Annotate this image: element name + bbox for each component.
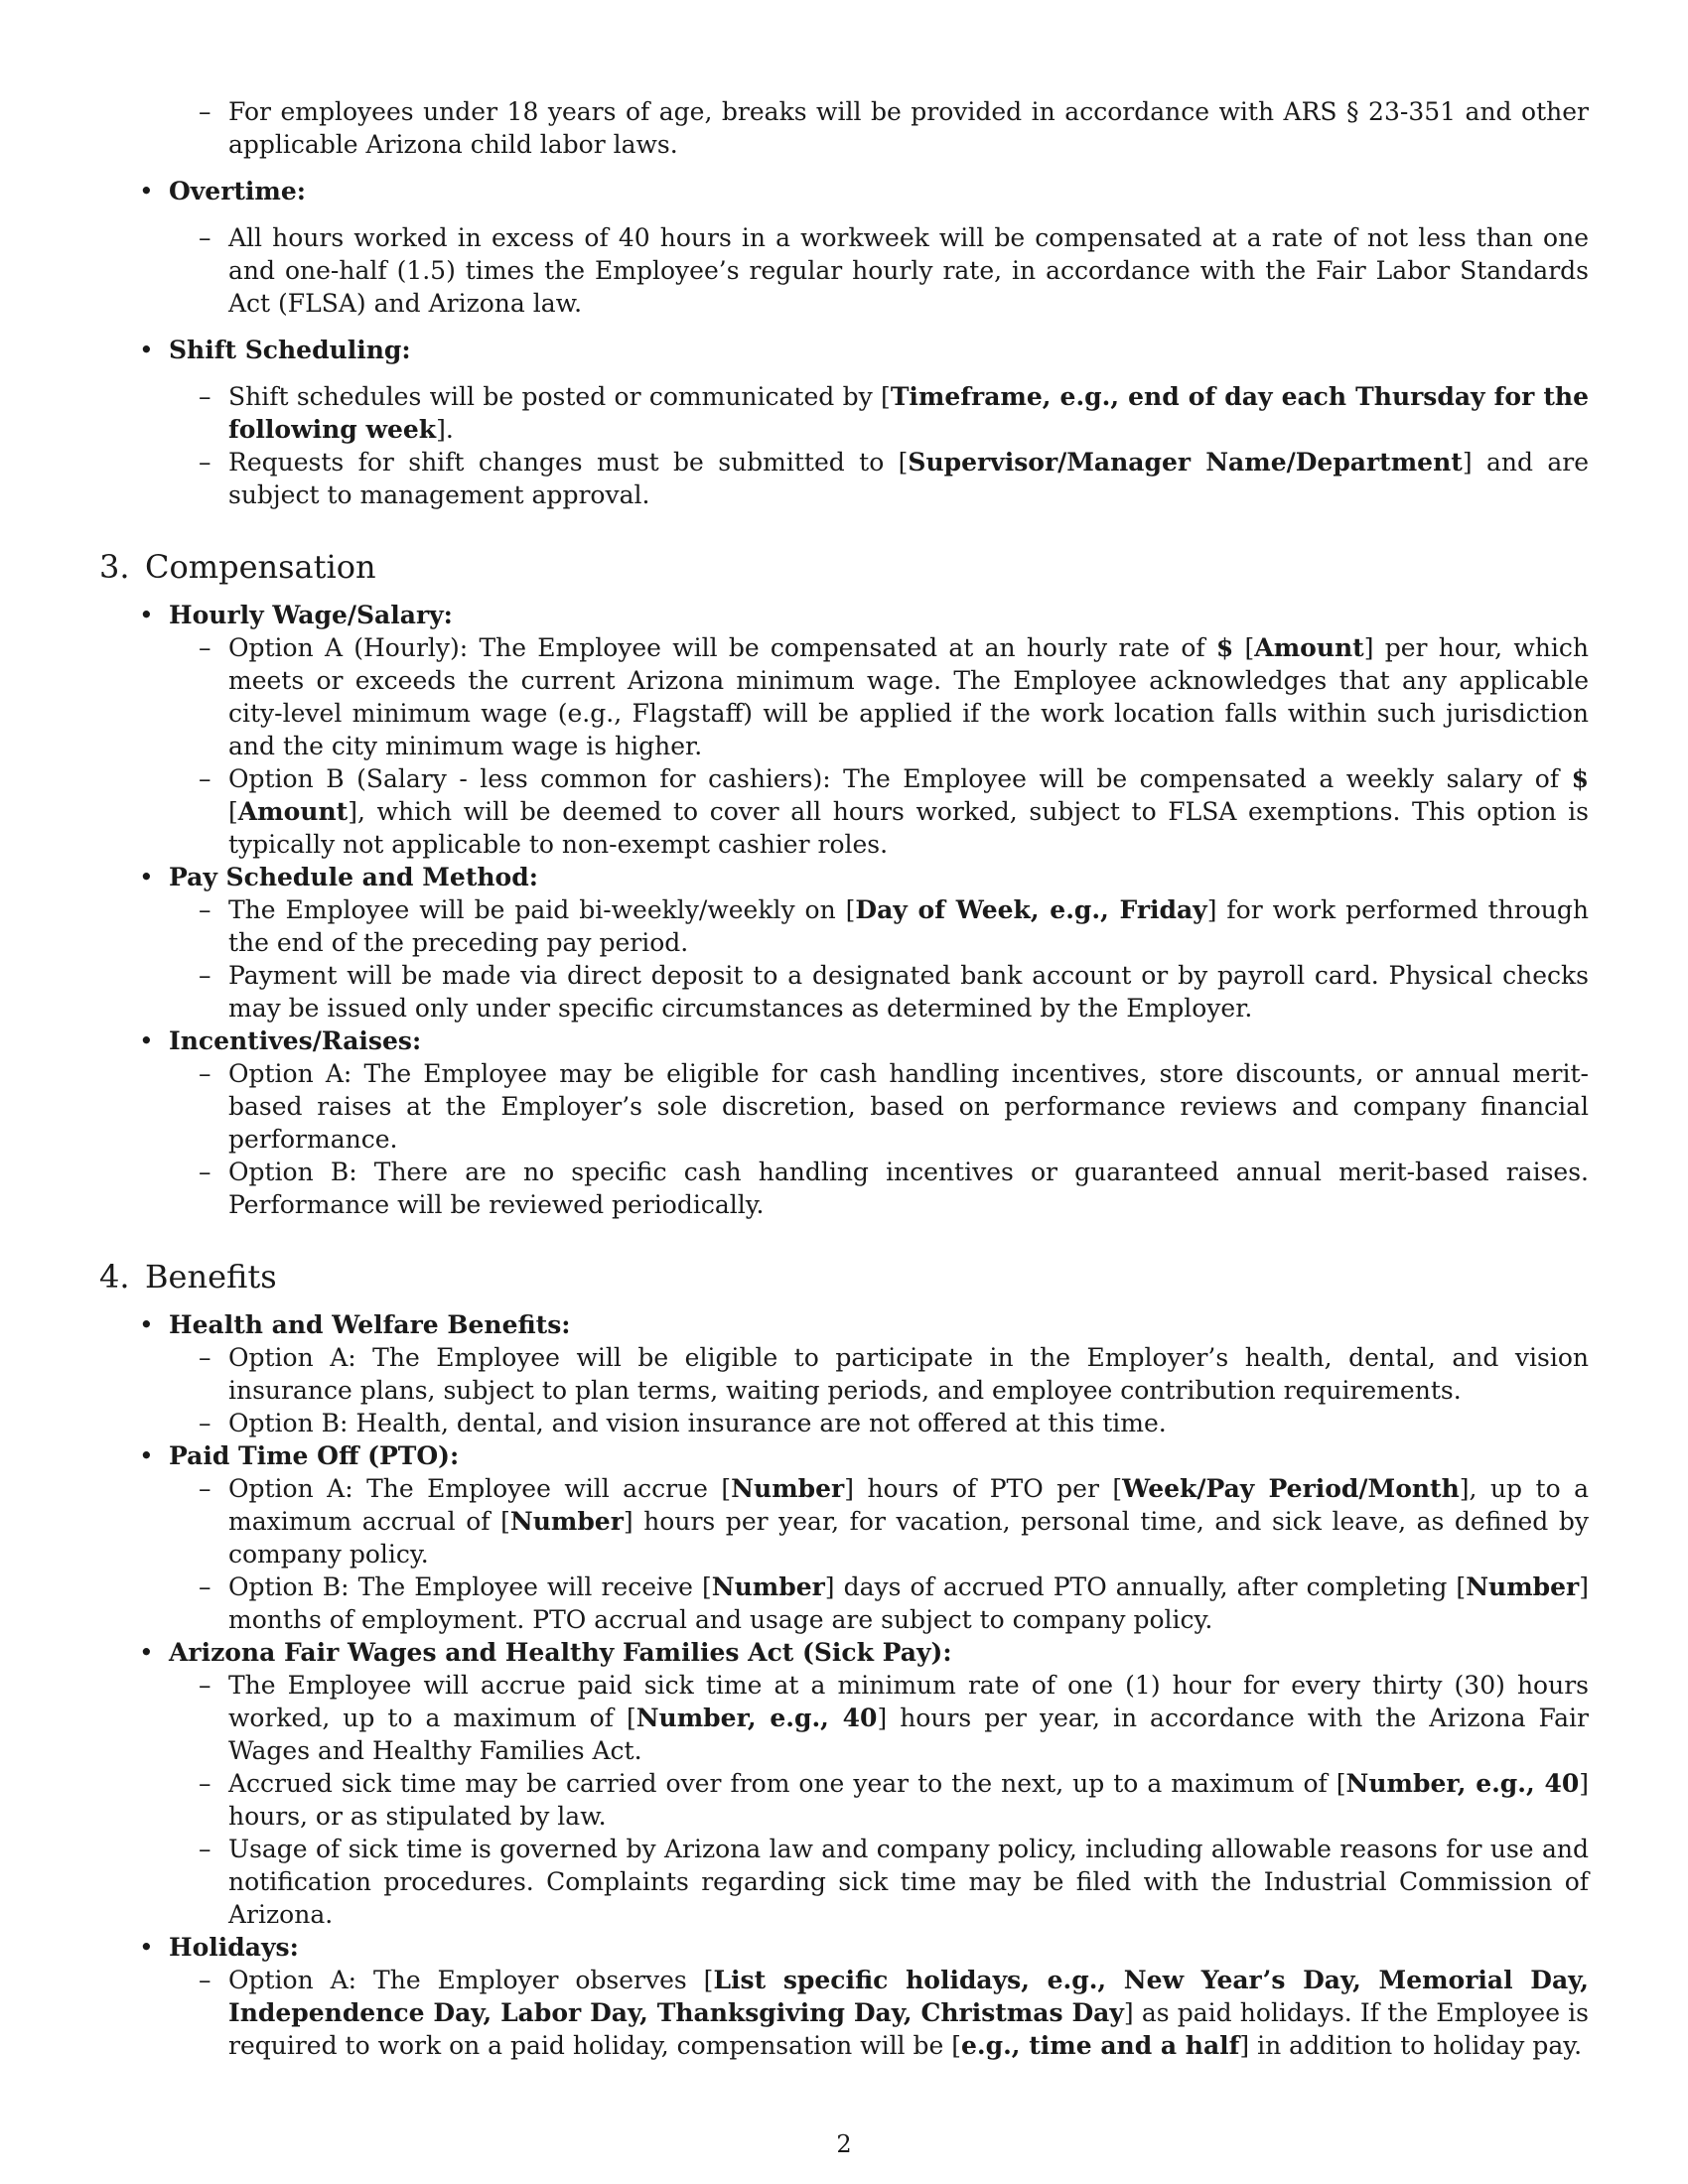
list-item xyxy=(99,762,1589,861)
pto-a-text-2: ] hours of PTO per [ xyxy=(844,1474,1123,1503)
shift-item-1-text: Shift schedules will be posted or communicated by [ xyxy=(228,382,891,411)
list-item xyxy=(99,1156,1589,1221)
incentives-a-text: Option A: The Employee may be eligible for cash handling incentives, store discounts, or annual merit-based raises at the Employer’s sole discretion, based on performance reviews and company financial performance. xyxy=(228,1059,1589,1154)
sick-pay-label: Arizona Fair Wages and Healthy Families Act (Sick Pay): xyxy=(169,1638,952,1667)
list-item xyxy=(99,1964,1589,2062)
list-item xyxy=(99,959,1589,1024)
bullet-marker: • xyxy=(139,863,154,891)
minors-breaks-text: For employees under 18 years of age, breaks will be provided in accordance with ARS § 23-351 and other applicable Arizona child labor laws. xyxy=(228,97,1589,159)
pto-b-placeholder-2: Number xyxy=(1466,1572,1580,1601)
list-item-pay-schedule xyxy=(99,861,1589,893)
dash-marker: – xyxy=(199,97,211,126)
holidays-a-text-3: ] in addition to holiday pay. xyxy=(1239,2031,1583,2060)
pto-a-placeholder-1: Number xyxy=(731,1474,845,1503)
pay-schedule-label: Pay Schedule and Method: xyxy=(169,863,538,891)
wage-a-text: Option A (Hourly): The Employee will be compensated at an hourly rate of xyxy=(228,633,1216,662)
wage-b-placeholder: Amount xyxy=(237,797,349,826)
bullet-marker: • xyxy=(139,177,154,205)
wage-b-dollar: $ xyxy=(1571,764,1589,793)
wage-a-text-end: ] per hour, which meets or exceeds the current Arizona minimum wage. The Employee acknowledges that any applicable city-level minimum wage (e.g., Flagstaff) will be applied if the work location falls within such jurisdiction and the city minimum wage is higher. xyxy=(228,633,1589,760)
dash-marker: – xyxy=(199,633,211,662)
dash-marker: – xyxy=(199,895,211,924)
pto-a-text: Option A: The Employee will accrue [ xyxy=(228,1474,732,1503)
page-number: 2 xyxy=(836,2130,852,2158)
dash-marker: – xyxy=(199,1474,211,1503)
list-item-pto xyxy=(99,1439,1589,1472)
sick-1-placeholder: Number, e.g., 40 xyxy=(635,1704,878,1732)
wage-b-text-end: ], which will be deemed to cover all hours worked, subject to FLSA exemptions. This option is typically not applicable to non-exempt cashier roles. xyxy=(228,797,1589,859)
section-heading-benefits xyxy=(99,1257,1589,1297)
list-item xyxy=(99,1669,1589,1767)
dash-marker: – xyxy=(199,223,211,252)
pto-a-text-4: ] hours per year, for vacation, personal time, and sick leave, as defined by company policy. xyxy=(228,1507,1589,1569)
wage-b-text: Option B (Salary - less common for cashiers): The Employee will be compensated a weekly salary of xyxy=(228,764,1572,793)
list-item-shift-scheduling xyxy=(99,334,1589,366)
bullet-marker: • xyxy=(139,336,154,364)
pto-b-text: Option B: The Employee will receive [ xyxy=(228,1572,712,1601)
shift-item-1-text-end: ]. xyxy=(436,415,454,444)
list-item-hourly-wage xyxy=(99,599,1589,631)
list-item xyxy=(99,893,1589,959)
pay-2-text: Payment will be made via direct deposit to a designated bank account or by payroll card. Physical checks may be issued only under specific circumstances as determined by the Employer. xyxy=(228,961,1589,1023)
sick-3-text: Usage of sick time is governed by Arizona law and company policy, including allowable reasons for use and notification procedures. Complaints regarding sick time may be filed with the Industrial Commission of Arizona. xyxy=(228,1835,1589,1929)
list-item-incentives xyxy=(99,1024,1589,1057)
dash-marker: – xyxy=(199,382,211,411)
dash-marker: – xyxy=(199,1343,211,1372)
list-item xyxy=(99,631,1589,762)
list-item-overtime xyxy=(99,175,1589,207)
list-item xyxy=(99,1341,1589,1407)
list-item xyxy=(99,221,1589,320)
list-item-sick-pay xyxy=(99,1636,1589,1669)
dash-marker: – xyxy=(199,1769,211,1798)
shift-item-2-text: Requests for shift changes must be submitted to [ xyxy=(228,448,909,477)
shift-item-2-text-end: ] and are subject to management approval. xyxy=(228,448,1589,509)
list-item xyxy=(99,1407,1589,1439)
pto-a-placeholder-3: Number xyxy=(509,1507,624,1536)
list-item xyxy=(99,1472,1589,1570)
bullet-marker: • xyxy=(139,1310,154,1339)
incentives-label: Incentives/Raises: xyxy=(169,1026,422,1055)
holidays-label: Holidays: xyxy=(169,1933,299,1962)
health-a-text: Option A: The Employee will be eligible to participate in the Employer’s health, dental, and vision insurance plans, subject to plan terms, waiting periods, and employee contribution requirements. xyxy=(228,1343,1589,1405)
dash-marker: – xyxy=(199,1572,211,1601)
dash-marker: – xyxy=(199,764,211,793)
list-item xyxy=(99,1833,1589,1931)
pto-b-placeholder-1: Number xyxy=(711,1572,825,1601)
pto-b-text-2: ] days of accrued PTO annually, after completing [ xyxy=(824,1572,1467,1601)
dash-marker: – xyxy=(199,961,211,990)
pay-1-text-end: ] for work performed through the end of the preceding pay period. xyxy=(228,895,1589,957)
list-item xyxy=(99,380,1589,446)
wage-a-dollar: $ xyxy=(1215,633,1234,662)
bullet-marker: • xyxy=(139,1441,154,1470)
section-title: Compensation xyxy=(145,548,376,586)
bullet-marker: • xyxy=(139,1026,154,1055)
bullet-marker: • xyxy=(139,601,154,629)
section-title: Benefits xyxy=(145,1258,277,1296)
dash-marker: – xyxy=(199,1158,211,1186)
shift-scheduling-label: Shift Scheduling: xyxy=(169,336,411,364)
document-page xyxy=(99,95,1589,2062)
dash-marker: – xyxy=(199,1671,211,1700)
health-label: Health and Welfare Benefits: xyxy=(169,1310,571,1339)
pto-label: Paid Time Off (PTO): xyxy=(169,1441,460,1470)
list-item xyxy=(99,1767,1589,1833)
list-item xyxy=(99,1570,1589,1636)
sick-1-text: The Employee will accrue paid sick time at a minimum rate of one (1) hour for every thirty (30) hours worked, up to a maximum of [ xyxy=(228,1671,1589,1732)
section-number: 4. xyxy=(99,1258,130,1296)
health-b-text: Option B: Health, dental, and vision insurance are not offered at this time. xyxy=(228,1409,1167,1437)
dash-marker: – xyxy=(199,1059,211,1088)
sick-2-text: Accrued sick time may be carried over from one year to the next, up to a maximum of [ xyxy=(228,1769,1346,1798)
pay-1-placeholder: Day of Week, e.g., Friday xyxy=(855,895,1207,924)
pto-b-text-3: ] months of employment. PTO accrual and usage are subject to company policy. xyxy=(228,1572,1589,1634)
holidays-a-placeholder-1: List specific holidays, e.g., New Year’s Day, Memorial Day, Independence Day, Labor Day, Thanksgiving Day, Christmas Day xyxy=(228,1966,1590,2027)
wage-a-placeholder: Amount xyxy=(1254,633,1364,662)
list-item xyxy=(99,95,1589,161)
holidays-a-text: Option A: The Employer observes [ xyxy=(228,1966,714,1994)
sick-1-text-end: ] hours per year, in accordance with the Arizona Fair Wages and Healthy Families Act. xyxy=(228,1704,1589,1765)
bullet-marker: • xyxy=(139,1638,154,1667)
sick-2-text-end: ] hours, or as stipulated by law. xyxy=(228,1769,1589,1831)
sick-2-placeholder: Number, e.g., 40 xyxy=(1345,1769,1580,1798)
holidays-a-text-2: ] as paid holidays. If the Employee is required to work on a paid holiday, compensation will be [ xyxy=(228,1998,1590,2060)
dash-marker: – xyxy=(199,1409,211,1437)
shift-item-1-placeholder: Timeframe, e.g., end of day each Thursday for the following week xyxy=(228,382,1589,444)
dash-marker: – xyxy=(199,1835,211,1863)
list-item xyxy=(99,446,1589,511)
list-item xyxy=(99,1057,1589,1156)
list-item-health xyxy=(99,1308,1589,1341)
list-item-holidays xyxy=(99,1931,1589,1964)
overtime-text: All hours worked in excess of 40 hours in a workweek will be compensated at a rate of not less than one and one-half (1.5) times the Employee’s regular hourly rate, in accordance with the Fair Labor Standards Act (FLSA) and Arizona law. xyxy=(228,223,1589,318)
bullet-marker: • xyxy=(139,1933,154,1962)
dash-marker: – xyxy=(199,448,211,477)
incentives-b-text: Option B: There are no specific cash handling incentives or guaranteed annual merit-based raises. Performance will be reviewed periodically. xyxy=(228,1158,1589,1219)
hourly-wage-label: Hourly Wage/Salary: xyxy=(169,601,453,629)
pto-a-text-3: ], up to a maximum accrual of [ xyxy=(228,1474,1589,1536)
holidays-a-placeholder-2: e.g., time and a half xyxy=(961,2031,1240,2060)
section-number: 3. xyxy=(99,548,130,586)
wage-b-bracket: [ xyxy=(228,797,238,826)
pto-a-placeholder-2: Week/Pay Period/Month xyxy=(1122,1474,1460,1503)
section-heading-compensation xyxy=(99,547,1589,587)
dash-marker: – xyxy=(199,1966,211,1994)
pay-1-text: The Employee will be paid bi-weekly/weekly on [ xyxy=(228,895,856,924)
overtime-label: Overtime: xyxy=(169,177,307,205)
wage-a-bracket: [ xyxy=(1233,633,1255,662)
shift-item-2-placeholder: Supervisor/Manager Name/Department xyxy=(908,448,1463,477)
